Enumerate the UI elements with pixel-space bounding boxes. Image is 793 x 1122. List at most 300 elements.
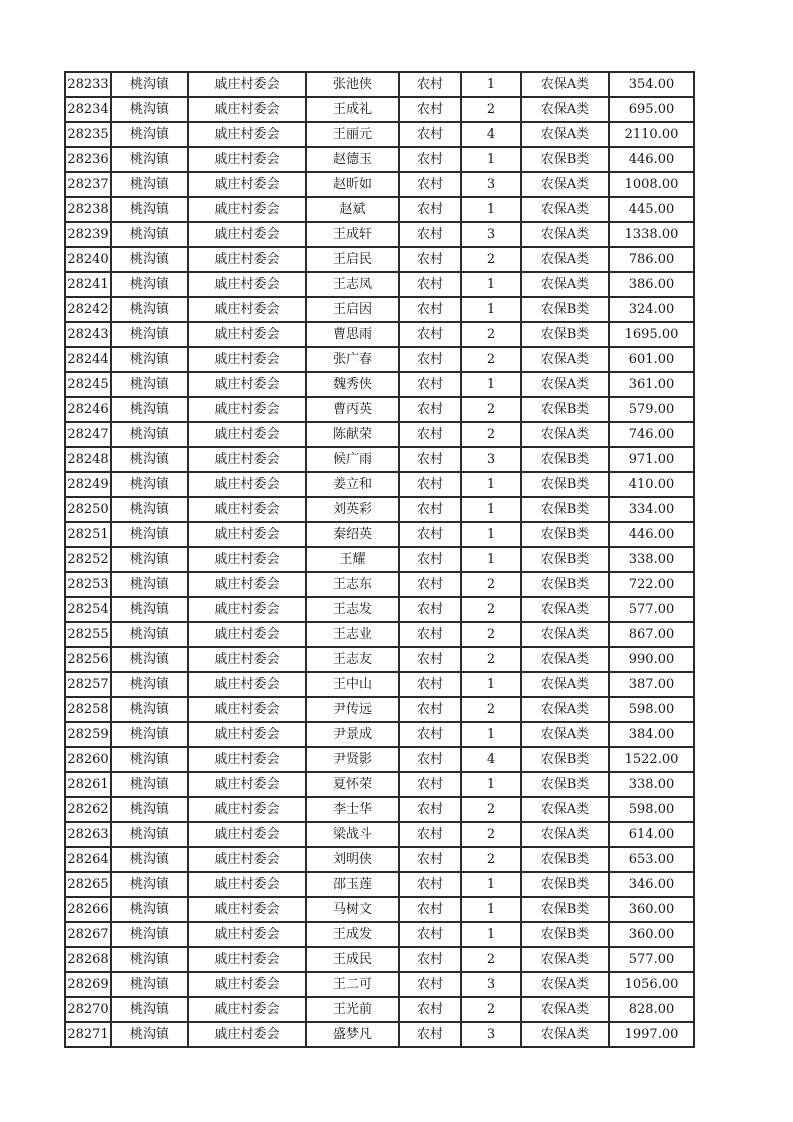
cell-insurance-category: 农保A类 <box>521 372 609 397</box>
cell-town: 桃沟镇 <box>111 297 188 322</box>
cell-name: 候广雨 <box>306 447 399 472</box>
cell-count: 4 <box>461 122 521 147</box>
cell-village-committee: 戚庄村委会 <box>188 397 306 422</box>
cell-village-committee: 戚庄村委会 <box>188 172 306 197</box>
cell-residence-type: 农村 <box>399 572 461 597</box>
cell-village-committee: 戚庄村委会 <box>188 672 306 697</box>
cell-residence-type: 农村 <box>399 447 461 472</box>
cell-id: 28264 <box>65 847 111 872</box>
cell-insurance-category: 农保A类 <box>521 997 609 1022</box>
cell-id: 28260 <box>65 747 111 772</box>
cell-name: 尹贤影 <box>306 747 399 772</box>
cell-amount: 579.00 <box>609 397 694 422</box>
cell-id: 28250 <box>65 497 111 522</box>
table-row <box>65 147 694 172</box>
cell-village-committee: 戚庄村委会 <box>188 222 306 247</box>
table-row <box>65 597 694 622</box>
cell-amount: 653.00 <box>609 847 694 872</box>
cell-name: 王光前 <box>306 997 399 1022</box>
table-row <box>65 422 694 447</box>
table-row <box>65 772 694 797</box>
cell-insurance-category: 农保A类 <box>521 422 609 447</box>
table-row <box>65 172 694 197</box>
cell-town: 桃沟镇 <box>111 347 188 372</box>
cell-amount: 354.00 <box>609 72 694 97</box>
cell-amount: 446.00 <box>609 147 694 172</box>
table-row <box>65 822 694 847</box>
cell-count: 2 <box>461 847 521 872</box>
cell-id: 28259 <box>65 722 111 747</box>
cell-residence-type: 农村 <box>399 697 461 722</box>
cell-id: 28237 <box>65 172 111 197</box>
cell-name: 王志凤 <box>306 272 399 297</box>
cell-amount: 1338.00 <box>609 222 694 247</box>
cell-residence-type: 农村 <box>399 122 461 147</box>
cell-town: 桃沟镇 <box>111 472 188 497</box>
cell-insurance-category: 农保B类 <box>521 397 609 422</box>
cell-count: 1 <box>461 147 521 172</box>
cell-name: 王成发 <box>306 922 399 947</box>
cell-insurance-category: 农保A类 <box>521 122 609 147</box>
cell-village-committee: 戚庄村委会 <box>188 997 306 1022</box>
cell-village-committee: 戚庄村委会 <box>188 122 306 147</box>
cell-id: 28257 <box>65 672 111 697</box>
cell-town: 桃沟镇 <box>111 747 188 772</box>
table-row <box>65 672 694 697</box>
cell-count: 1 <box>461 922 521 947</box>
table-row <box>65 447 694 472</box>
cell-name: 尹传远 <box>306 697 399 722</box>
cell-insurance-category: 农保A类 <box>521 697 609 722</box>
cell-amount: 445.00 <box>609 197 694 222</box>
cell-insurance-category: 农保A类 <box>521 72 609 97</box>
cell-id: 28244 <box>65 347 111 372</box>
cell-amount: 828.00 <box>609 997 694 1022</box>
cell-insurance-category: 农保B类 <box>521 897 609 922</box>
cell-town: 桃沟镇 <box>111 797 188 822</box>
cell-town: 桃沟镇 <box>111 497 188 522</box>
cell-residence-type: 农村 <box>399 422 461 447</box>
table-row <box>65 272 694 297</box>
cell-id: 28239 <box>65 222 111 247</box>
cell-town: 桃沟镇 <box>111 172 188 197</box>
cell-id: 28248 <box>65 447 111 472</box>
table-row <box>65 622 694 647</box>
cell-name: 王启因 <box>306 297 399 322</box>
cell-name: 姜立和 <box>306 472 399 497</box>
cell-id: 28261 <box>65 772 111 797</box>
cell-name: 王志业 <box>306 622 399 647</box>
cell-village-committee: 戚庄村委会 <box>188 1022 306 1047</box>
cell-id: 28271 <box>65 1022 111 1047</box>
table-row <box>65 547 694 572</box>
cell-village-committee: 戚庄村委会 <box>188 722 306 747</box>
cell-town: 桃沟镇 <box>111 697 188 722</box>
cell-name: 王成礼 <box>306 97 399 122</box>
cell-count: 1 <box>461 372 521 397</box>
cell-id: 28249 <box>65 472 111 497</box>
cell-count: 2 <box>461 322 521 347</box>
cell-insurance-category: 农保A类 <box>521 97 609 122</box>
cell-name: 王成轩 <box>306 222 399 247</box>
cell-town: 桃沟镇 <box>111 822 188 847</box>
cell-village-committee: 戚庄村委会 <box>188 822 306 847</box>
cell-name: 刘英彩 <box>306 497 399 522</box>
cell-town: 桃沟镇 <box>111 622 188 647</box>
cell-town: 桃沟镇 <box>111 647 188 672</box>
cell-count: 2 <box>461 947 521 972</box>
cell-town: 桃沟镇 <box>111 672 188 697</box>
cell-insurance-category: 农保B类 <box>521 847 609 872</box>
cell-residence-type: 农村 <box>399 747 461 772</box>
cell-residence-type: 农村 <box>399 297 461 322</box>
cell-amount: 577.00 <box>609 597 694 622</box>
cell-town: 桃沟镇 <box>111 597 188 622</box>
cell-village-committee: 戚庄村委会 <box>188 647 306 672</box>
cell-insurance-category: 农保A类 <box>521 347 609 372</box>
cell-count: 3 <box>461 172 521 197</box>
cell-insurance-category: 农保B类 <box>521 572 609 597</box>
cell-amount: 410.00 <box>609 472 694 497</box>
cell-amount: 334.00 <box>609 497 694 522</box>
cell-village-committee: 戚庄村委会 <box>188 72 306 97</box>
cell-residence-type: 农村 <box>399 247 461 272</box>
cell-name: 陈献荣 <box>306 422 399 447</box>
cell-residence-type: 农村 <box>399 472 461 497</box>
cell-insurance-category: 农保A类 <box>521 1022 609 1047</box>
cell-amount: 1008.00 <box>609 172 694 197</box>
cell-name: 秦绍英 <box>306 522 399 547</box>
cell-insurance-category: 农保A类 <box>521 272 609 297</box>
table-row <box>65 872 694 897</box>
cell-amount: 346.00 <box>609 872 694 897</box>
cell-residence-type: 农村 <box>399 197 461 222</box>
cell-count: 2 <box>461 822 521 847</box>
cell-count: 2 <box>461 622 521 647</box>
cell-town: 桃沟镇 <box>111 772 188 797</box>
table-row <box>65 972 694 997</box>
cell-name: 王丽元 <box>306 122 399 147</box>
cell-count: 1 <box>461 772 521 797</box>
cell-amount: 324.00 <box>609 297 694 322</box>
table-row <box>65 947 694 972</box>
cell-amount: 598.00 <box>609 697 694 722</box>
cell-town: 桃沟镇 <box>111 997 188 1022</box>
cell-residence-type: 农村 <box>399 722 461 747</box>
cell-village-committee: 戚庄村委会 <box>188 447 306 472</box>
table-row <box>65 1022 694 1047</box>
cell-insurance-category: 农保A类 <box>521 647 609 672</box>
cell-amount: 1997.00 <box>609 1022 694 1047</box>
cell-amount: 722.00 <box>609 572 694 597</box>
cell-id: 28262 <box>65 797 111 822</box>
cell-village-committee: 戚庄村委会 <box>188 97 306 122</box>
cell-residence-type: 农村 <box>399 322 461 347</box>
cell-count: 1 <box>461 872 521 897</box>
cell-name: 赵斌 <box>306 197 399 222</box>
table-row <box>65 997 694 1022</box>
cell-id: 28251 <box>65 522 111 547</box>
cell-town: 桃沟镇 <box>111 722 188 747</box>
cell-amount: 386.00 <box>609 272 694 297</box>
table-row <box>65 572 694 597</box>
cell-insurance-category: 农保A类 <box>521 222 609 247</box>
cell-village-committee: 戚庄村委会 <box>188 772 306 797</box>
cell-residence-type: 农村 <box>399 347 461 372</box>
cell-residence-type: 农村 <box>399 847 461 872</box>
cell-residence-type: 农村 <box>399 597 461 622</box>
cell-count: 2 <box>461 397 521 422</box>
table-row <box>65 847 694 872</box>
cell-village-committee: 戚庄村委会 <box>188 297 306 322</box>
cell-count: 2 <box>461 797 521 822</box>
table-row <box>65 522 694 547</box>
cell-count: 2 <box>461 647 521 672</box>
cell-name: 刘明侠 <box>306 847 399 872</box>
cell-residence-type: 农村 <box>399 522 461 547</box>
cell-id: 28247 <box>65 422 111 447</box>
cell-town: 桃沟镇 <box>111 847 188 872</box>
cell-id: 28254 <box>65 597 111 622</box>
cell-count: 1 <box>461 522 521 547</box>
cell-village-committee: 戚庄村委会 <box>188 922 306 947</box>
cell-name: 盛梦凡 <box>306 1022 399 1047</box>
table-row <box>65 472 694 497</box>
cell-name: 王中山 <box>306 672 399 697</box>
cell-residence-type: 农村 <box>399 547 461 572</box>
cell-id: 28258 <box>65 697 111 722</box>
cell-village-committee: 戚庄村委会 <box>188 847 306 872</box>
cell-village-committee: 戚庄村委会 <box>188 897 306 922</box>
cell-insurance-category: 农保B类 <box>521 472 609 497</box>
cell-residence-type: 农村 <box>399 872 461 897</box>
cell-name: 李士华 <box>306 797 399 822</box>
cell-count: 1 <box>461 547 521 572</box>
cell-name: 王启民 <box>306 247 399 272</box>
cell-id: 28268 <box>65 947 111 972</box>
cell-id: 28236 <box>65 147 111 172</box>
cell-name: 梁战斗 <box>306 822 399 847</box>
cell-amount: 2110.00 <box>609 122 694 147</box>
cell-id: 28265 <box>65 872 111 897</box>
table-row <box>65 297 694 322</box>
cell-insurance-category: 农保A类 <box>521 247 609 272</box>
cell-name: 王志东 <box>306 572 399 597</box>
cell-town: 桃沟镇 <box>111 547 188 572</box>
cell-residence-type: 农村 <box>399 672 461 697</box>
table-row <box>65 647 694 672</box>
cell-name: 王志友 <box>306 647 399 672</box>
cell-insurance-category: 农保A类 <box>521 622 609 647</box>
cell-name: 王耀 <box>306 547 399 572</box>
cell-village-committee: 戚庄村委会 <box>188 747 306 772</box>
cell-id: 28269 <box>65 972 111 997</box>
cell-amount: 867.00 <box>609 622 694 647</box>
cell-residence-type: 农村 <box>399 897 461 922</box>
cell-insurance-category: 农保B类 <box>521 547 609 572</box>
cell-amount: 971.00 <box>609 447 694 472</box>
cell-name: 张广春 <box>306 347 399 372</box>
cell-amount: 614.00 <box>609 822 694 847</box>
cell-count: 4 <box>461 747 521 772</box>
table-row <box>65 797 694 822</box>
table-row <box>65 222 694 247</box>
cell-village-committee: 戚庄村委会 <box>188 247 306 272</box>
cell-amount: 446.00 <box>609 522 694 547</box>
cell-amount: 786.00 <box>609 247 694 272</box>
cell-amount: 338.00 <box>609 547 694 572</box>
table-row <box>65 922 694 947</box>
cell-insurance-category: 农保A类 <box>521 797 609 822</box>
cell-count: 1 <box>461 722 521 747</box>
cell-village-committee: 戚庄村委会 <box>188 797 306 822</box>
cell-count: 2 <box>461 347 521 372</box>
cell-count: 3 <box>461 972 521 997</box>
cell-id: 28240 <box>65 247 111 272</box>
cell-amount: 360.00 <box>609 897 694 922</box>
cell-residence-type: 农村 <box>399 647 461 672</box>
cell-name: 赵德玉 <box>306 147 399 172</box>
cell-insurance-category: 农保A类 <box>521 972 609 997</box>
cell-count: 2 <box>461 422 521 447</box>
cell-residence-type: 农村 <box>399 822 461 847</box>
cell-id: 28266 <box>65 897 111 922</box>
cell-amount: 384.00 <box>609 722 694 747</box>
cell-village-committee: 戚庄村委会 <box>188 597 306 622</box>
cell-village-committee: 戚庄村委会 <box>188 697 306 722</box>
cell-name: 魏秀侠 <box>306 372 399 397</box>
cell-amount: 598.00 <box>609 797 694 822</box>
cell-amount: 746.00 <box>609 422 694 447</box>
table-row <box>65 122 694 147</box>
cell-village-committee: 戚庄村委会 <box>188 372 306 397</box>
cell-name: 曹思雨 <box>306 322 399 347</box>
cell-town: 桃沟镇 <box>111 272 188 297</box>
cell-residence-type: 农村 <box>399 947 461 972</box>
cell-count: 2 <box>461 697 521 722</box>
cell-count: 2 <box>461 247 521 272</box>
cell-residence-type: 农村 <box>399 172 461 197</box>
cell-village-committee: 戚庄村委会 <box>188 322 306 347</box>
table-row <box>65 72 694 97</box>
cell-count: 1 <box>461 497 521 522</box>
cell-residence-type: 农村 <box>399 797 461 822</box>
cell-town: 桃沟镇 <box>111 397 188 422</box>
cell-town: 桃沟镇 <box>111 222 188 247</box>
table-row <box>65 697 694 722</box>
table-body <box>65 72 694 1047</box>
cell-insurance-category: 农保B类 <box>521 147 609 172</box>
cell-insurance-category: 农保A类 <box>521 172 609 197</box>
cell-id: 28245 <box>65 372 111 397</box>
cell-id: 28263 <box>65 822 111 847</box>
cell-town: 桃沟镇 <box>111 922 188 947</box>
cell-insurance-category: 农保A类 <box>521 197 609 222</box>
cell-count: 1 <box>461 672 521 697</box>
cell-residence-type: 农村 <box>399 272 461 297</box>
cell-insurance-category: 农保B类 <box>521 447 609 472</box>
cell-village-committee: 戚庄村委会 <box>188 197 306 222</box>
cell-insurance-category: 农保B类 <box>521 772 609 797</box>
cell-residence-type: 农村 <box>399 1022 461 1047</box>
cell-count: 3 <box>461 1022 521 1047</box>
cell-id: 28253 <box>65 572 111 597</box>
cell-id: 28241 <box>65 272 111 297</box>
cell-id: 28270 <box>65 997 111 1022</box>
benefit-table <box>64 71 695 1048</box>
cell-residence-type: 农村 <box>399 497 461 522</box>
cell-town: 桃沟镇 <box>111 572 188 597</box>
table-row <box>65 197 694 222</box>
cell-name: 夏怀荣 <box>306 772 399 797</box>
cell-amount: 1522.00 <box>609 747 694 772</box>
cell-id: 28246 <box>65 397 111 422</box>
cell-name: 王成民 <box>306 947 399 972</box>
cell-town: 桃沟镇 <box>111 247 188 272</box>
cell-id: 28256 <box>65 647 111 672</box>
cell-town: 桃沟镇 <box>111 372 188 397</box>
cell-town: 桃沟镇 <box>111 422 188 447</box>
cell-residence-type: 农村 <box>399 622 461 647</box>
cell-id: 28238 <box>65 197 111 222</box>
cell-insurance-category: 农保B类 <box>521 322 609 347</box>
cell-insurance-category: 农保A类 <box>521 722 609 747</box>
table-row <box>65 747 694 772</box>
table-row <box>65 247 694 272</box>
cell-residence-type: 农村 <box>399 97 461 122</box>
cell-town: 桃沟镇 <box>111 947 188 972</box>
cell-insurance-category: 农保B类 <box>521 747 609 772</box>
cell-insurance-category: 农保B类 <box>521 297 609 322</box>
cell-name: 王二可 <box>306 972 399 997</box>
cell-name: 王志发 <box>306 597 399 622</box>
cell-count: 2 <box>461 597 521 622</box>
cell-village-committee: 戚庄村委会 <box>188 947 306 972</box>
cell-residence-type: 农村 <box>399 997 461 1022</box>
cell-insurance-category: 农保B类 <box>521 922 609 947</box>
cell-village-committee: 戚庄村委会 <box>188 497 306 522</box>
cell-count: 1 <box>461 897 521 922</box>
table-row <box>65 897 694 922</box>
cell-name: 张池侠 <box>306 72 399 97</box>
cell-insurance-category: 农保A类 <box>521 822 609 847</box>
cell-village-committee: 戚庄村委会 <box>188 347 306 372</box>
cell-count: 1 <box>461 197 521 222</box>
cell-id: 28235 <box>65 122 111 147</box>
cell-town: 桃沟镇 <box>111 872 188 897</box>
cell-insurance-category: 农保B类 <box>521 497 609 522</box>
cell-village-committee: 戚庄村委会 <box>188 272 306 297</box>
table-row <box>65 397 694 422</box>
cell-id: 28233 <box>65 72 111 97</box>
cell-count: 2 <box>461 997 521 1022</box>
cell-village-committee: 戚庄村委会 <box>188 522 306 547</box>
cell-name: 尹景成 <box>306 722 399 747</box>
cell-town: 桃沟镇 <box>111 72 188 97</box>
cell-amount: 360.00 <box>609 922 694 947</box>
cell-town: 桃沟镇 <box>111 897 188 922</box>
table-row <box>65 322 694 347</box>
cell-amount: 990.00 <box>609 647 694 672</box>
cell-village-committee: 戚庄村委会 <box>188 872 306 897</box>
cell-residence-type: 农村 <box>399 772 461 797</box>
table-row <box>65 347 694 372</box>
cell-amount: 601.00 <box>609 347 694 372</box>
cell-id: 28252 <box>65 547 111 572</box>
cell-residence-type: 农村 <box>399 372 461 397</box>
cell-town: 桃沟镇 <box>111 97 188 122</box>
cell-insurance-category: 农保A类 <box>521 672 609 697</box>
